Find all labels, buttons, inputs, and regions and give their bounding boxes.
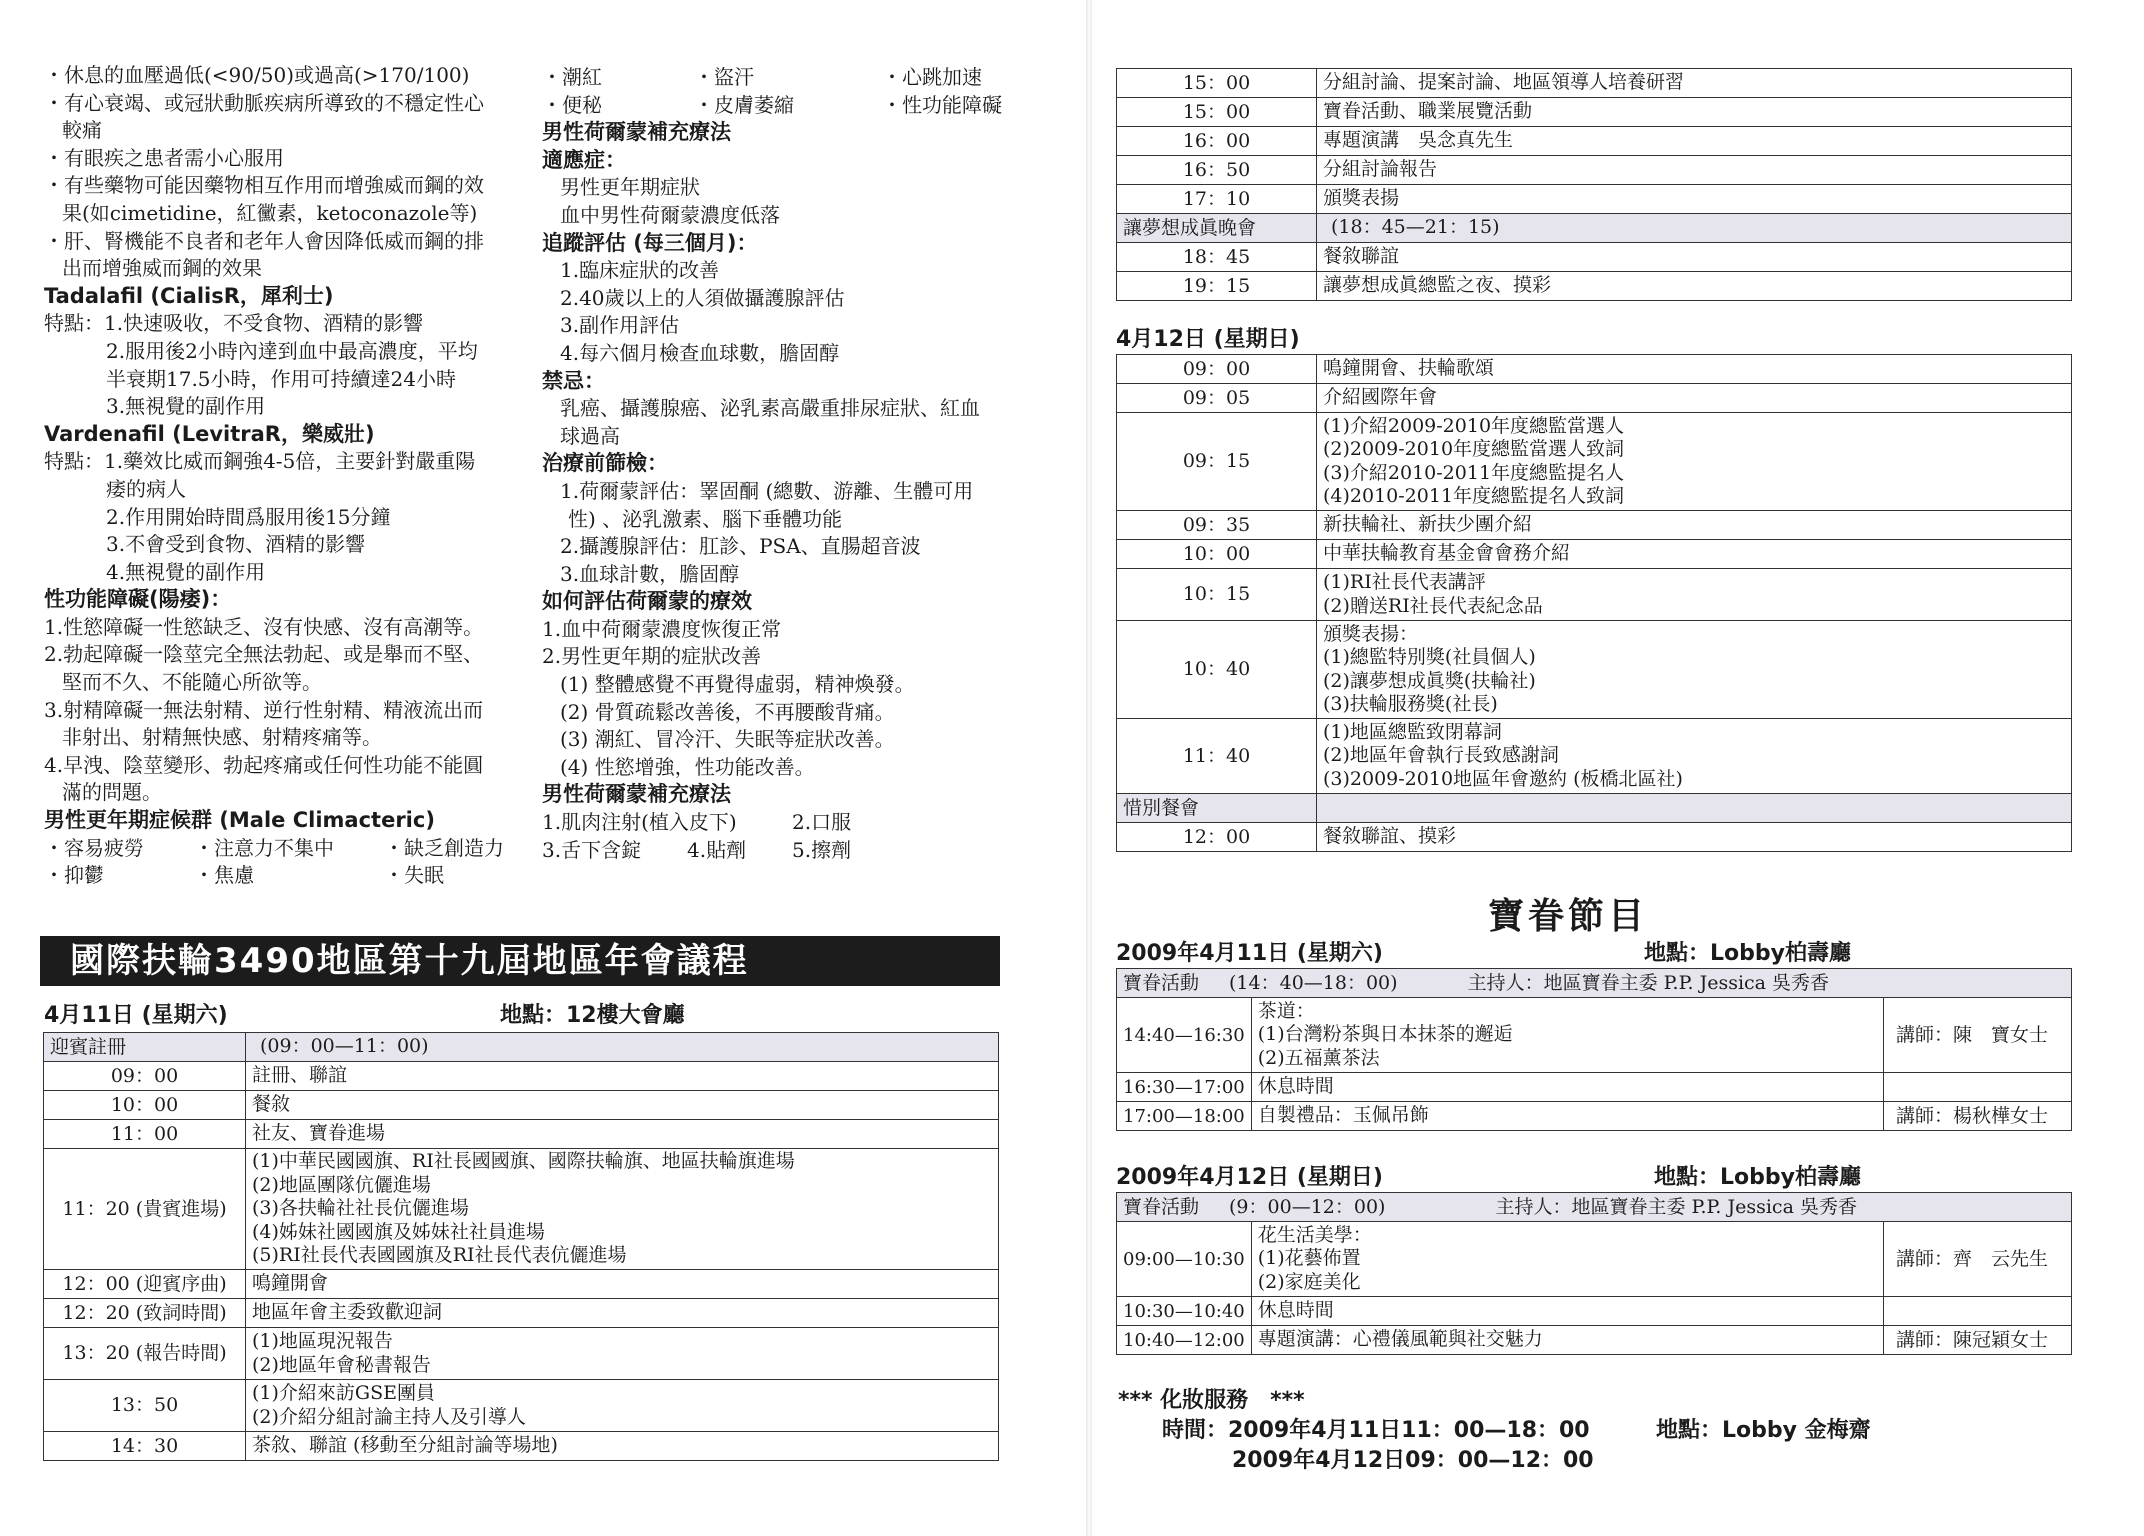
family-activity-label: 寶眷活動 [1123,971,1200,994]
agenda-row [1117,823,2072,852]
makeup-venue: 地點：Lobby 金梅齋 [1656,1418,1871,1443]
family-item: 茶道： (1)台灣粉茶與日本抹茶的邂逅 (2)五福薰茶法 [1251,998,1883,1073]
text-line: (1) 整體感覺不再覺得虛弱，精神煥發。 [560,672,915,697]
agenda-item: 專題演講 吳念真先生 [1317,127,2072,156]
family-day1-venue: 地點：Lobby柏壽廳 [1644,941,1851,966]
symptom-row [542,64,1012,92]
agenda-row [44,1120,999,1149]
family-item: 花生活美學： (1)花藝佈置 (2)家庭美化 [1251,1222,1883,1297]
text-line: 4.無視覺的副作用 [106,559,266,584]
text-line: 1.血中荷爾蒙濃度恢復正常 [542,616,782,641]
agenda-item [1317,794,2072,823]
agenda-item: 地區年會主委致歡迎詞 [246,1299,999,1328]
agenda-time: 16：50 [1117,156,1317,185]
text-line: 球過高 [560,423,620,448]
section-heading: 禁忌： [542,368,605,393]
text-line: 2.勃起障礙一陰莖完全無法勃起、或是舉而不堅、 [44,642,484,667]
agenda-row [1117,156,2072,185]
agenda-time: 讓夢想成眞晚會 [1117,214,1317,243]
agenda-time: 11：40 [1117,719,1317,794]
agenda-item: 餐敘聯誼、摸彩 [1317,823,2072,852]
family-row [1117,1297,2072,1326]
makeup-time-2: 2009年4月12日09：00—12：00 [1232,1448,1594,1473]
therapy-method-row [542,837,1012,865]
agenda-item: (1)RI社長代表講評 (2)贈送RI社長代表紀念品 [1317,569,2072,621]
agenda-item: 餐敘 [246,1091,999,1120]
family-time: 10:40—12:00 [1117,1326,1252,1355]
agenda-row [1117,69,2072,98]
family-row [1117,1073,2072,1102]
family-time: 17:00—18:00 [1117,1102,1252,1131]
agenda-item: 註冊、聯誼 [246,1062,999,1091]
agenda-item: 中華扶輪教育基金會會務介紹 [1317,540,2072,569]
text-line: ・有些藥物可能因藥物相互作用而增強威而鋼的效 [44,173,484,198]
agenda-time: 12：00 (迎賓序曲) [44,1270,246,1299]
agenda-row [44,1328,999,1380]
text-line: 3.副作用評估 [560,313,680,338]
agenda-time: 12：00 [1117,823,1317,852]
agenda-item: 餐敘聯誼 [1317,243,2072,272]
text-line: 2.服用後2小時內達到血中最高濃度，平均 [106,338,478,363]
text-line: 2.男性更年期的症狀改善 [542,644,762,669]
text-line: ・休息的血壓過低(<90/50)或過高(>170/100) [44,63,470,87]
section-heading: 男性更年期症候群 (Male Climacteric) [44,808,435,833]
symptom-item: ・潮紅 [542,65,602,89]
text-line: 果(如cimetidine，紅黴素，ketoconazole等) [62,200,478,225]
agenda-time: 09：00 [44,1062,246,1091]
text-line: 2.作用開始時間爲服用後15分鐘 [106,504,391,529]
family-lecturer: 講師：楊秋樺女士 [1884,1102,2072,1131]
section-heading: 男性荷爾蒙補充療法 [542,782,731,807]
text-line: 特點：1.快速吸收，不受食物、酒精的影響 [44,311,424,336]
agenda-time: 17：10 [1117,185,1317,214]
family-time: 16:30—17:00 [1117,1073,1252,1102]
family-lecturer: 講師：陳 寶女士 [1884,998,2072,1073]
family-row [1117,998,2072,1073]
agenda-time: 10：15 [1117,569,1317,621]
text-line: 非射出、射精無快感、射精疼痛等。 [62,725,382,750]
family-lecturer [1884,1297,2072,1326]
text-line: 3.血球計數，膽固醇 [560,561,740,586]
family-lecturer [1884,1073,2072,1102]
text-line: 2.攝護腺評估：肛診、PSA、直腸超音波 [560,534,921,559]
text-line: 堅而不久、不能隨心所欲等。 [62,670,322,695]
agenda-time: 09：05 [1117,384,1317,413]
text-line: ・有眼疾之患者需小心服用 [44,145,284,170]
section-heading: 如何評估荷爾蒙的療效 [542,589,752,614]
family-program-title: 寶眷節目 [1488,896,1649,937]
agenda-item: 寶眷活動、職業展覽活動 [1317,98,2072,127]
family-day1-date: 2009年4月11日 (星期六) [1116,941,1383,966]
symptom-item: ・心跳加速 [882,65,982,89]
section-heading: 治療前篩檢： [542,451,668,476]
agenda-row [44,1270,999,1299]
agenda-time: 12：20 (致詞時間) [44,1299,246,1328]
agenda-time: 16：00 [1117,127,1317,156]
agenda-row [1117,272,2072,301]
agenda-time: 迎賓註冊 [44,1033,246,1062]
agenda-item: 鳴鐘開會、扶輪歌頌 [1317,355,2072,384]
family-item: 專題演講：心禮儀風範與社交魅力 [1251,1326,1883,1355]
family-row [1117,1222,2072,1297]
text-line: 滿的問題。 [62,780,162,805]
text-line: (3) 潮紅、冒冷汗、失眠等症狀改善。 [560,727,895,752]
family-row [1117,1326,2072,1355]
symptom-item: ・便秘 [542,92,602,117]
agenda-item: (1)中華民國國旗、RI社長國國旗、國際扶輪旗、地區扶輪旗進場 (2)地區團隊伉儷進場 (3)各扶輪社社長伉儷進場 (4)姊妹社國國旗及姊妹社社員進場 (5)RI社長代表國國旗及RI社長代表伉儷進場 [246,1149,999,1270]
agenda-time: 15：00 [1117,69,1317,98]
therapy-method-item: 3.舌下含錠 [542,837,642,862]
family-time: 09:00—10:30 [1117,1222,1252,1297]
article-column-1 [44,62,514,890]
family-lecturer: 講師：齊 云先生 [1884,1222,2072,1297]
agenda-item: (1)地區總監致閉幕詞 (2)地區年會執行長致感謝詞 (3)2009-2010地區年會邀約 (板橋北區社) [1317,719,2072,794]
symptom-item: ・失眠 [384,863,444,888]
section-heading: 性功能障礙(陽痿)： [44,587,232,612]
agenda-banner-title: 國際扶輪3490地區第十九屆地區年會議程 [40,936,1000,986]
family-time: 10:30—10:40 [1117,1297,1252,1326]
text-line: 乳癌、攝護腺癌、泌乳素高嚴重排尿症狀、紅血 [560,396,980,421]
agenda-time: 19：15 [1117,272,1317,301]
text-line: 4.每六個月檢查血球數，膽固醇 [560,340,840,365]
text-line: (2) 骨質疏鬆改善後，不再腰酸背痛。 [560,699,895,724]
text-line: 性) 、泌乳激素、腦下垂體功能 [568,506,843,531]
family-item: 休息時間 [1251,1073,1883,1102]
symptom-item: ・性功能障礙 [882,92,1002,117]
agenda-item: 鳴鐘開會 [246,1270,999,1299]
symptom-row [44,835,514,863]
agenda-row [1117,127,2072,156]
agenda-row [44,1299,999,1328]
symptom-item: ・注意力不集中 [194,835,334,860]
family-host: 主持人：地區寶眷主委 P.P. Jessica 吳秀香 [1467,971,1830,994]
family-item: 自製禮品：玉佩吊飾 [1251,1102,1883,1131]
agenda-time: 惜別餐會 [1117,794,1317,823]
symptom-item: ・盜汗 [694,65,754,89]
symptom-row [542,92,1012,120]
agenda-row [1117,511,2072,540]
therapy-method-item: 2.口服 [792,810,852,835]
agenda-time: 10：00 [44,1091,246,1120]
family-activity-label: 寶眷活動 [1123,1195,1200,1218]
section-heading: 適應症： [542,147,626,172]
agenda-time: 09：00 [1117,355,1317,384]
symptom-item: ・抑鬱 [44,863,104,888]
agenda-time: 13：20 (報告時間) [44,1328,246,1380]
agenda-time: 09：15 [1117,413,1317,511]
agenda-row [1117,540,2072,569]
agenda-row [44,1380,999,1432]
agenda-time: 14：30 [44,1432,246,1461]
makeup-service-title: *** 化妝服務 *** [1118,1388,1305,1413]
text-line: 血中男性荷爾蒙濃度低落 [560,202,780,227]
agenda-item: 社友、寶眷進場 [246,1120,999,1149]
agenda-item: (1)地區現況報告 (2)地區年會秘書報告 [246,1328,999,1380]
therapy-method-row [542,809,1012,837]
text-line: 1.臨床症狀的改善 [560,258,720,283]
agenda-row [44,1062,999,1091]
text-line: 3.無視覺的副作用 [106,394,266,419]
agenda-time: 11：20 (貴賓進場) [44,1149,246,1270]
agenda-item: 讓夢想成眞總監之夜、摸彩 [1317,272,2072,301]
family-time: 14:40—16:30 [1117,998,1252,1073]
agenda-row [1117,719,2072,794]
text-line: 男性更年期症狀 [560,175,700,200]
text-line: 4.早洩、陰莖變形、勃起疼痛或任何性功能不能圓 [44,752,484,777]
text-line: 3.射精障礙一無法射精、逆行性射精、精液流出而 [44,697,484,722]
agenda-time: 09：35 [1117,511,1317,540]
family-day2-table [1116,1192,2072,1355]
text-line: 較痛 [62,118,102,143]
family-item: 休息時間 [1251,1297,1883,1326]
family-row [1117,1102,2072,1131]
text-line: 特點：1.藥效比威而鋼強4-5倍，主要針對嚴重陽 [44,449,476,474]
section-heading: 男性荷爾蒙補充療法 [542,120,731,145]
agenda-row [1117,413,2072,511]
agenda-row [44,1091,999,1120]
article-column-2 [542,64,1012,864]
agenda-item: 分組討論報告 [1317,156,2072,185]
day1-agenda-table [43,1032,999,1461]
agenda-item: (18：45—21：15) [1317,214,2072,243]
makeup-time-1: 時間：2009年4月11日11：00—18：00 [1162,1418,1590,1443]
section-heading: Tadalafil (CialisR，犀利士) [44,283,334,308]
family-day2-date: 2009年4月12日 (星期日) [1116,1165,1383,1190]
family-day2-venue: 地點：Lobby柏壽廳 [1654,1165,1861,1190]
agenda-row [1117,355,2072,384]
therapy-method-item: 5.擦劑 [792,837,852,862]
symptom-item: ・容易疲勞 [44,835,144,860]
agenda-item: 頒獎表揚： (1)總監特別獎(社員個人) (2)讓夢想成眞獎(扶輪社) (3)扶輪服務獎(社長) [1317,621,2072,719]
family-header-row [1117,969,2072,998]
day2-date: 4月12日 (星期日) [1116,327,1300,352]
family-lecturer: 講師：陳冠穎女士 [1884,1326,2072,1355]
agenda-time: 15：00 [1117,98,1317,127]
symptom-item: ・缺乏創造力 [384,835,504,860]
text-line: 2.40歲以上的人須做攝護腺評估 [560,285,845,310]
symptom-item: ・焦慮 [194,863,254,888]
section-heading: 追蹤評估 (每三個月)： [542,230,758,255]
agenda-row [44,1149,999,1270]
agenda-item: 茶敘、聯誼 (移動至分組討論等場地) [246,1432,999,1461]
text-line: ・肝、腎機能不良者和老年人會因降低威而鋼的排 [44,228,484,253]
family-header-cell [1117,1193,2072,1222]
symptom-row [44,862,514,890]
agenda-row [44,1432,999,1461]
agenda-time: 11：00 [44,1120,246,1149]
agenda-time: 10：00 [1117,540,1317,569]
text-line: ・有心衰竭、或冠狀動脈疾病所導致的不穩定性心 [44,90,484,115]
agenda-time: 18：45 [1117,243,1317,272]
text-line: (4) 性慾增強，性功能改善。 [560,754,815,779]
agenda-item: 頒獎表揚 [1317,185,2072,214]
agenda-row [1117,384,2072,413]
agenda-group-row [1117,794,2072,823]
agenda-item: (09：00—11：00) [246,1033,999,1062]
family-host: 主持人：地區寶眷主委 P.P. Jessica 吳秀香 [1495,1195,1857,1218]
day1-venue: 地點：12樓大會廳 [500,1003,685,1028]
agenda-time: 13：50 [44,1380,246,1432]
text-line: 半衰期17.5小時，作用可持續達24小時 [106,366,456,391]
page-fold [1086,0,1092,1536]
text-line: 1.性慾障礙一性慾缺乏、沒有快感、沒有高潮等。 [44,614,484,639]
agenda-item: 介紹國際年會 [1317,384,2072,413]
agenda-row [1117,243,2072,272]
agenda-item: 新扶輪社、新扶少團介紹 [1317,511,2072,540]
text-line: 1.荷爾蒙評估：睪固酮 (總數、游離、生體可用 [560,478,974,503]
text-line: 3.不會受到食物、酒精的影響 [106,532,366,557]
text-line: 出而增強威而鋼的效果 [62,256,262,281]
agenda-item: (1)介紹2009-2010年度總監當選人 (2)2009-2010年度總監當選人致詞 (3)介紹2010-2011年度總監提名人 (4)2010-2011年度總監提名人致詞 [1317,413,2072,511]
day1-date: 4月11日 (星期六) [44,1003,228,1028]
therapy-method-item: 1.肌肉注射(植入皮下) [542,810,737,835]
day2-agenda-table [1116,354,2072,852]
symptom-item: ・皮膚萎縮 [694,92,794,117]
therapy-method-item: 4.貼劑 [687,837,747,862]
family-day1-table [1116,968,2072,1131]
agenda-group-row [44,1033,999,1062]
agenda-row [1117,621,2072,719]
family-header-cell [1117,969,2072,998]
section-heading: Vardenafil (LevitraR，樂威壯) [44,421,375,446]
agenda-item: (1)介紹來訪GSE團員 (2)介紹分組討論主持人及引導人 [246,1380,999,1432]
agenda-row [1117,569,2072,621]
agenda-time: 10：40 [1117,621,1317,719]
day1-evening-agenda-table [1116,68,2072,301]
agenda-item: 分組討論、提案討論、地區領導人培養研習 [1317,69,2072,98]
agenda-group-row [1117,214,2072,243]
family-activity-time: (14：40—18：00) [1229,971,1398,994]
family-activity-time: (9：00—12：00) [1229,1195,1386,1218]
agenda-row [1117,98,2072,127]
agenda-row [1117,185,2072,214]
family-header-row [1117,1193,2072,1222]
text-line: 痿的病人 [106,476,186,501]
